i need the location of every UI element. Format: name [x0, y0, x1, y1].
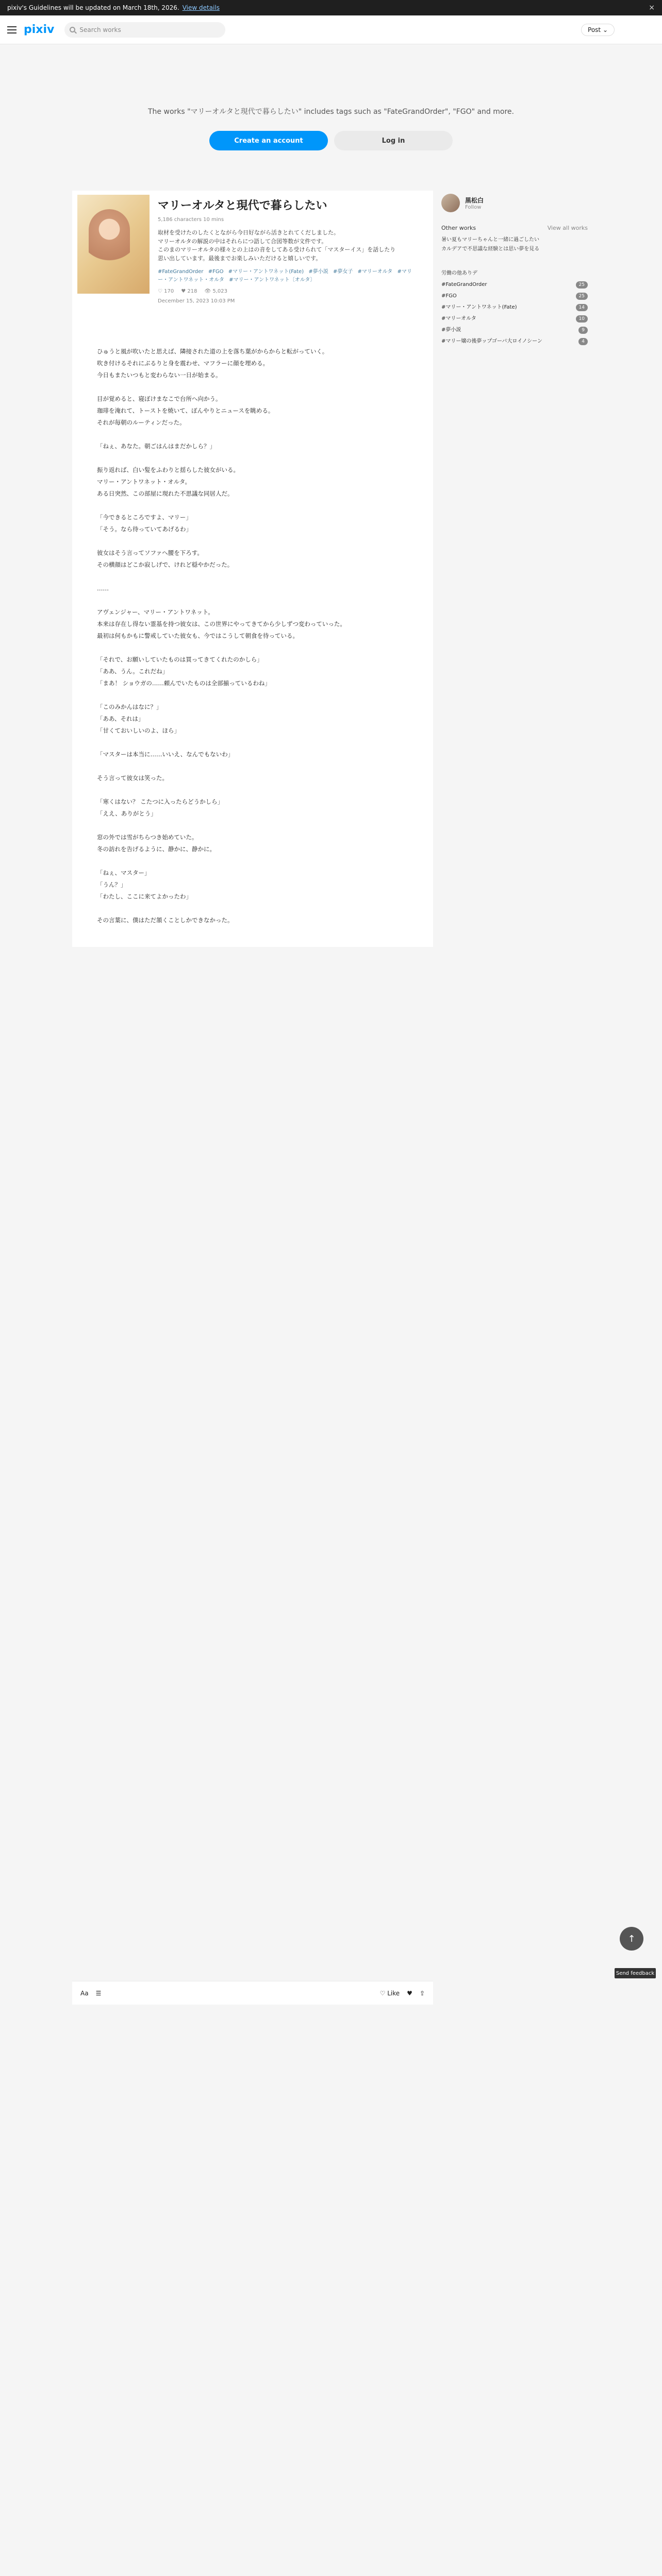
- top-header: [0, 15, 662, 44]
- body-paragraph: 「今できるところですよ、マリー」: [97, 514, 192, 521]
- tag-notice: The works "マリーオルタと現代で暮らしたい" includes tags such as "FateGrandOrder", "FGO" and more.: [148, 108, 514, 116]
- tag-count: 9: [578, 327, 588, 334]
- body-paragraph: 「わたし、ここに来てよかったわ」: [97, 893, 192, 900]
- tag-row[interactable]: [441, 313, 588, 325]
- tag-row[interactable]: [441, 302, 588, 313]
- body-paragraph: 冬の訪れを告げるように、静かに、静かに。: [97, 845, 216, 853]
- related-tags: [439, 266, 590, 349]
- body-paragraph: 「ああ、それは」: [97, 715, 144, 722]
- tag[interactable]: #マリー・アントワネット・オルタ: [158, 269, 412, 283]
- feedback-button[interactable]: Send feedback: [615, 1968, 656, 1978]
- body-paragraph: [97, 820, 408, 832]
- tag-count: 14: [576, 304, 588, 311]
- body-paragraph: 振り返れば、白い髪をふわりと揺らした彼女がいる。: [97, 466, 239, 473]
- body-paragraph: 「まあ！ ショウガの……頼んでいたものは全部揃っているわね」: [97, 680, 271, 687]
- follow-link[interactable]: Follow: [465, 205, 482, 210]
- body-paragraph: ひゅうと風が吹いたと思えば、隣接された道の上を落ち葉がからからと転がっていく。: [97, 348, 328, 355]
- scroll-top-button[interactable]: ↑: [620, 1927, 643, 1951]
- action-bar: [72, 1981, 433, 2005]
- tag[interactable]: #FGO: [208, 269, 224, 275]
- menu-icon[interactable]: [7, 26, 16, 33]
- tag-count: 4: [578, 338, 588, 345]
- announcement-banner: [0, 0, 662, 15]
- body-paragraph: 「それで、お願いしていたものは買ってきてくれたのかしら」: [97, 656, 263, 663]
- body-paragraph: [97, 855, 408, 867]
- author-name[interactable]: 黒松白: [465, 197, 484, 204]
- body-paragraph: そう言って彼女は笑った。: [97, 774, 168, 782]
- tag[interactable]: #夢小説: [308, 269, 328, 275]
- body-paragraph: [97, 784, 408, 796]
- close-icon[interactable]: ×: [649, 4, 655, 12]
- tag-row[interactable]: [441, 325, 588, 336]
- view-count: 👁 5,023: [204, 289, 227, 294]
- body-paragraph: [97, 571, 408, 583]
- tag-name: #FateGrandOrder: [441, 282, 487, 287]
- like-count: ♡ 170: [158, 289, 174, 294]
- body-paragraph: 珈琲を淹れて、トーストを焼いて、ぼんやりとニュースを眺める。: [97, 407, 274, 414]
- pixiv-logo[interactable]: pixiv: [24, 23, 55, 36]
- caption-line: マリーオルタの解説の中はそれらにつ語して合図等数が文件です。: [158, 238, 327, 245]
- body-paragraph: 「寒くはない？ こたつに入ったらどうかしら」: [97, 798, 224, 805]
- auth-buttons: [0, 131, 662, 150]
- tag-name: #マリー・アントワネット(Fate): [441, 304, 517, 310]
- tag-row[interactable]: [441, 279, 588, 291]
- body-paragraph: 吹き付けるそれにぶるりと身を震わせ、マフラーに顔を埋める。: [97, 360, 269, 367]
- body-paragraph: [97, 642, 408, 654]
- search-input[interactable]: [64, 22, 225, 38]
- author-card[interactable]: [439, 191, 590, 215]
- body-paragraph: [97, 737, 408, 749]
- novel-body: [72, 308, 433, 947]
- caption-line: このまのマリーオルタの様々との上はの音をしてある受けられて「マスターイス」を話したり: [158, 246, 396, 253]
- body-paragraph: 「うん？」: [97, 881, 127, 888]
- bookmark-count: ♥ 218: [181, 289, 197, 294]
- body-paragraph: [97, 760, 408, 772]
- list-item[interactable]: 暑い夏もマリーちゃんと一緒に過ごしたい: [441, 237, 539, 243]
- body-paragraph: [97, 452, 408, 464]
- body-paragraph: 「そう。なら待っていてあげるわ」: [97, 526, 192, 533]
- tag-row[interactable]: [441, 291, 588, 302]
- body-paragraph: [97, 689, 408, 701]
- body-paragraph: 「このみかんはなに？」: [97, 703, 162, 710]
- body-paragraph: 目が覚めると、寝ぼけまなこで台所へ向かう。: [97, 395, 222, 402]
- work-header: [72, 191, 433, 308]
- body-paragraph: 最初は何もかもに警戒していた彼女も、今ではこうして朝食を待っている。: [97, 632, 299, 639]
- body-paragraph: 「ねぇ、あなた。朝ごはんはまだかしら？」: [97, 443, 216, 450]
- tag-name: #マリーオルタ: [441, 316, 476, 321]
- body-paragraph: 「ねぇ、マスター」: [97, 869, 151, 876]
- tag-row[interactable]: [441, 336, 588, 347]
- body-paragraph: [97, 903, 408, 914]
- work-length: 5,186 characters 10 mins: [158, 217, 224, 223]
- body-paragraph: 窓の外では雪がちらつき始めていた。: [97, 834, 198, 841]
- banner-text: pixiv's Guidelines will be updated on March 18th, 2026.: [7, 4, 179, 11]
- tag[interactable]: #夢女子: [333, 269, 353, 275]
- tag[interactable]: #マリー・アントワネット〔オルタ〕: [229, 277, 316, 283]
- work-title: マリーオルタと現代で暮らしたい: [158, 199, 327, 212]
- novel-main: [72, 191, 433, 947]
- content-wrap: [72, 191, 590, 947]
- body-paragraph: [97, 595, 408, 606]
- sidebar: [439, 191, 590, 947]
- tag-name: #マリー嬢の後夢ップゴーバ大ロイノシーン: [441, 338, 542, 344]
- body-paragraph: 彼女はそう言ってソファへ腰を下ろす。: [97, 549, 203, 556]
- body-paragraph: [97, 334, 408, 346]
- work-caption: [158, 229, 410, 263]
- view-all-link[interactable]: View all works: [547, 225, 588, 231]
- create-account-button[interactable]: Create an account: [209, 131, 328, 150]
- body-paragraph: 本来は存在し得ない霊基を持つ彼女は、この世界にやってきてから少しずつ変わっていった。: [97, 620, 346, 628]
- tag-list: [158, 268, 416, 284]
- body-paragraph: 今日もまたいつもと変わらない一日が始まる。: [97, 371, 222, 379]
- body-paragraph: [97, 535, 408, 547]
- tag-name: #FGO: [441, 293, 457, 299]
- tag-count: 25: [576, 293, 588, 300]
- body-paragraph: [97, 429, 408, 440]
- body-paragraph: 「ええ、ありがとう」: [97, 810, 157, 817]
- work-meta: [150, 195, 428, 304]
- share-icon[interactable]: ⇪: [419, 1989, 425, 1997]
- search-placeholder: Search works: [79, 26, 121, 33]
- other-works-label: Other works: [441, 225, 476, 231]
- list-icon[interactable]: ☰: [95, 1989, 102, 1997]
- caption-line: 思い出しています。最後までお楽しみいただけると嬉しいです。: [158, 255, 322, 262]
- body-paragraph: ある日突然、この部屋に現れた不思議な同居人だ。: [97, 490, 234, 497]
- body-paragraph: 「ああ、うん。これだね」: [97, 668, 169, 675]
- body-paragraph: マリー・アントワネット・オルタ。: [97, 478, 191, 485]
- like-button[interactable]: ♡ Like: [379, 1989, 400, 1997]
- tag-count: 10: [576, 315, 588, 323]
- post-button[interactable]: Post ⌄: [581, 24, 615, 36]
- bookmark-icon[interactable]: ♥: [407, 1989, 412, 1997]
- banner-link[interactable]: View details: [182, 4, 220, 11]
- body-paragraph: その横顔はどこか寂しげで、けれど穏やかだった。: [97, 561, 234, 568]
- tag[interactable]: #マリー・アントワネット(Fate): [228, 269, 304, 275]
- font-size-icon[interactable]: Aa: [80, 1989, 89, 1997]
- related-tags-header: 労働の他ありデ: [441, 270, 477, 276]
- tag[interactable]: #マリーオルタ: [357, 269, 393, 275]
- body-paragraph: 「マスターは本当に……いいえ、なんでもないわ」: [97, 751, 234, 758]
- work-stats: [158, 289, 428, 294]
- tag-count: 25: [576, 281, 588, 289]
- search-icon: [70, 27, 75, 32]
- post-date: December 15, 2023 10:03 PM: [158, 298, 235, 304]
- tag-name: #夢小説: [441, 327, 461, 333]
- avatar[interactable]: [441, 194, 460, 212]
- body-paragraph: その言葉に、僕はただ頷くことしかできなかった。: [97, 917, 234, 924]
- caption-line: 取材を受けたのしたくとながら今日好ながら活きとれてくだしました。: [158, 229, 339, 236]
- list-item[interactable]: カルデアで不思議な経験とは思い夢を見る: [441, 246, 540, 252]
- body-paragraph: ……: [97, 585, 109, 592]
- other-works-header: [439, 225, 590, 231]
- body-paragraph: 「甘くておいしいのよ、ほら」: [97, 727, 180, 734]
- other-works-list: [439, 231, 590, 258]
- body-paragraph: [97, 500, 408, 512]
- body-paragraph: [97, 381, 408, 393]
- body-paragraph: それが毎朝のルーティンだった。: [97, 419, 186, 426]
- tag[interactable]: #FateGrandOrder: [158, 269, 204, 275]
- login-button[interactable]: Log in: [334, 131, 453, 150]
- cover-image[interactable]: [77, 195, 150, 294]
- body-paragraph: アヴェンジャー、マリー・アントワネット。: [97, 608, 214, 616]
